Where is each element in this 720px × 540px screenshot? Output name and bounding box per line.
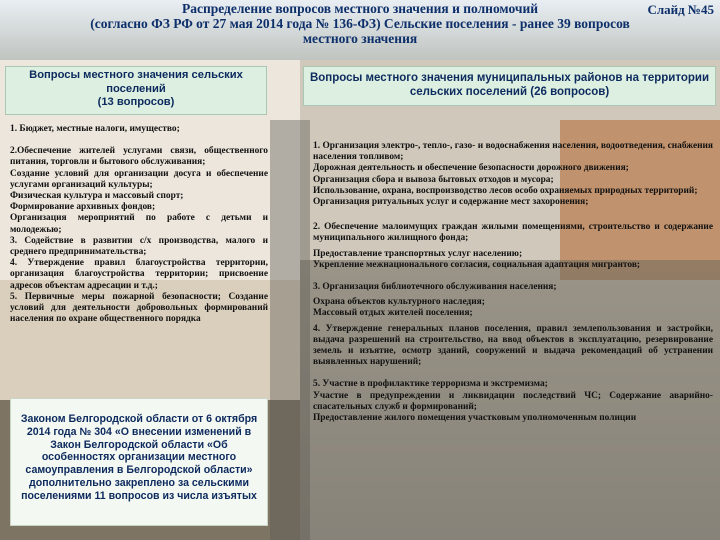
rural-header-text: Вопросы местного значения сельских поселений xyxy=(29,69,243,95)
rural-issues-list xyxy=(10,124,268,325)
district-item: 2. Обеспечение малоимущих граждан жилыми помещениями, строительство и содержание муниципального жилищного фонда; xyxy=(313,222,713,244)
rural-item: 1. Бюджет, местные налоги, имущество; xyxy=(10,124,180,134)
district-item: Предоставление жилого помещения участковым уполномоченным полиции xyxy=(313,413,637,424)
title-line-2: (согласно ФЗ РФ от 27 мая 2014 года № 136-ФЗ) Сельские поселения - ранее 39 вопросов xyxy=(90,16,630,31)
district-item: 4. Утверждение генеральных планов поселения, правил землепользования и застройки, выдача разрешений на строительство, на ввод объектов в эксплуатацию, резервирование земель и изъятие, осмотр зданий, сооружений и выдача рекомендаций об устранении выявленных нарушений; xyxy=(313,323,713,368)
district-item: Дорожная деятельность и обеспечение безопасности дорожного движения; xyxy=(313,163,629,174)
slide-title xyxy=(10,1,710,46)
district-item: Охрана объектов культурного наследия; xyxy=(313,297,485,308)
rural-item: 4. Утверждение правил благоустройства территории, организация благоустройства территории; присвоение адресов объектам адресации и т.д.; xyxy=(10,258,268,291)
rural-header-count: (13 вопросов) xyxy=(97,96,175,108)
district-item: Укрепление межнационального согласия, социальная адаптация мигрантов; xyxy=(313,259,641,270)
rural-item: 5. Первичные меры пожарной безопасности; Создание условий для деятельности добровольных формирований населения по охране общественного порядка xyxy=(10,291,268,325)
rural-item: 3. Содействие в развитии с/х производства, малого и среднего предпринимательства; xyxy=(10,235,268,258)
rural-item: Организация мероприятий по работе с детьми и молодежью; xyxy=(10,213,268,235)
rural-settlements-header xyxy=(5,66,267,115)
district-item: Организация сбора и вывоза бытовых отходов и мусора; xyxy=(313,174,554,185)
district-item: 1. Организация электро-, тепло-, газо- и водоснабжения населения, водоотведения, снабжения населения топливом; xyxy=(313,141,713,163)
district-item: Использование, охрана, воспроизводство лесов особо охраняемых природных территорий; xyxy=(313,185,698,196)
title-line-3: местного значения xyxy=(302,31,418,46)
district-item: Массовый отдых жителей поселения; xyxy=(313,308,473,319)
municipal-districts-header xyxy=(303,66,716,106)
title-line-1: Распределение вопросов местного значения и полномочий xyxy=(181,1,539,16)
district-item: Участие в предупреждении и ликвидации последствий ЧС; Содержание аварийно-спасательных служб и формирований; xyxy=(313,390,713,412)
rural-item: 2.Обеспечение жителей услугами связи, общественного питания, торговли и бытового обслуживания; xyxy=(10,146,268,168)
rural-item: Формирование архивных фондов; xyxy=(10,202,156,213)
rural-item: Создание условий для организации досуга и обеспечение услугами организаций культуры; xyxy=(10,168,268,190)
district-item: Организация ритуальных услуг и содержание мест захоронения; xyxy=(313,197,589,208)
district-item: Предоставление транспортных услуг населению; xyxy=(313,248,523,259)
slide-number: Слайд №45 xyxy=(647,2,714,17)
district-item: 5. Участие в профилактике терроризма и экстремизма; xyxy=(313,379,548,390)
rural-item: Физическая культура и массовый спорт; xyxy=(10,191,184,202)
belgorod-law-note: Законом Белгородской области от 6 октября 2014 года № 304 «О внесении изменений в Закон Белгородской области «Об особенностях организации местного самоуправления в Белгородской области» дополнительно закреплено за сельскими поселениями 11 вопросов из числа изъятых xyxy=(10,398,268,526)
district-header-text: Вопросы местного значения муниципальных районов на территории сельских поселений (26 вопросов) xyxy=(309,72,710,98)
district-issues-list xyxy=(313,141,713,424)
district-item: 3. Организация библиотечного обслуживания населения; xyxy=(313,282,557,293)
